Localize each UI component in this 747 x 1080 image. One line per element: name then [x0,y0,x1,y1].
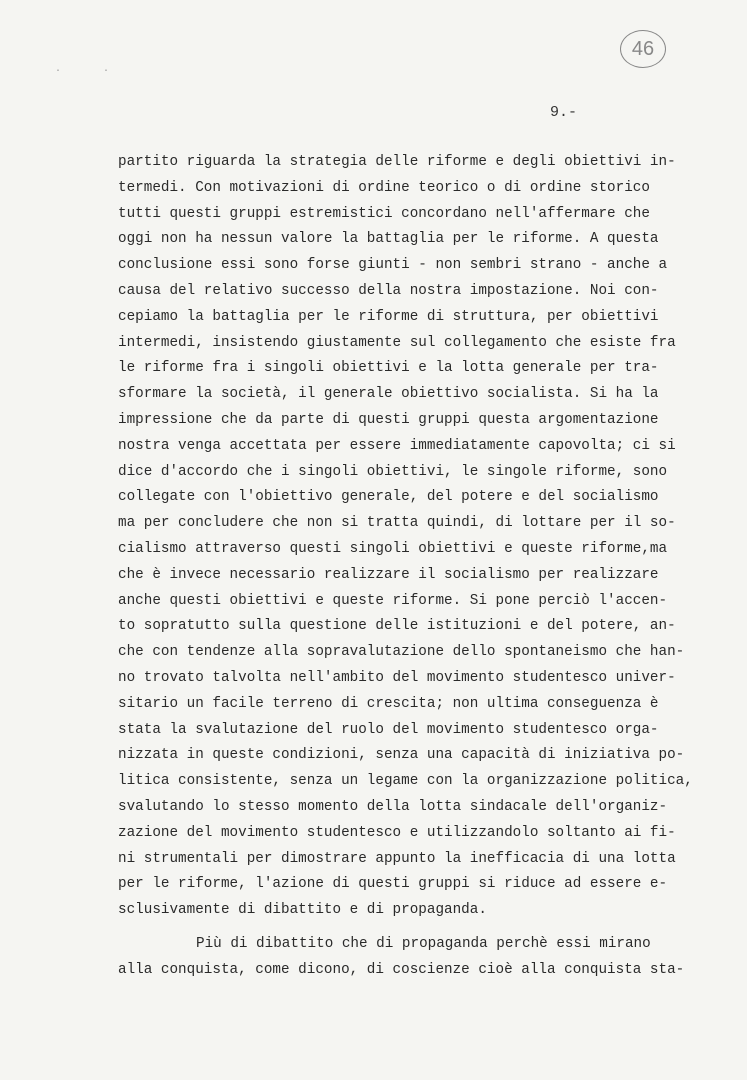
text-line: svalutando lo stesso momento della lotta sindacale dell'organiz- [118,798,668,815]
text-line: cialismo attraverso questi singoli obiettivi e queste riforme,ma [118,540,668,557]
text-line: zazione del movimento studentesco e utilizzandolo soltanto ai fi- [118,824,676,841]
text-line: oggi non ha nessun valore la battaglia per le riforme. A questa [118,231,659,248]
text-line: nizzata in queste condizioni, senza una capacità di iniziativa po- [118,747,685,764]
text-line: to sopratutto sulla questione delle istituzioni e del potere, an- [118,618,676,635]
text-line: no trovato talvolta nell'ambito del movimento studentesco univer- [118,669,676,686]
text-line: alla conquista, come dicono, di coscienze cioè alla conquista sta- [118,961,685,978]
text-line: litica consistente, senza un legame con la organizzazione politica, [118,773,693,790]
text-line: sformare la società, il generale obiettivo socialista. Si ha la [118,386,659,403]
text-line: collegate con l'obiettivo generale, del potere e del socialismo [118,489,659,506]
text-line: intermedi, insistendo giustamente sul collegamento che esiste fra [118,334,676,351]
text-line: anche questi obiettivi e queste riforme. Si pone perciò l'accen- [118,592,668,609]
paragraph-1 [118,150,708,924]
text-line: che è invece necessario realizzare il socialismo per realizzare [118,566,659,583]
text-line: ni strumentali per dimostrare appunto la inefficacia di una lotta [118,850,676,867]
text-line: che con tendenze alla sopravalutazione dello spontaneismo che han- [118,644,685,661]
text-line: per le riforme, l'azione di questi gruppi si riduce ad essere e- [118,876,668,893]
text-line: tutti questi gruppi estremistici concordano nell'affermare che [118,205,650,222]
text-line: le riforme fra i singoli obiettivi e la lotta generale per tra- [118,360,659,377]
stamp-number: 46 [631,37,655,60]
text-line: ma per concludere che non si tratta quindi, di lottare per il so- [118,515,676,532]
text-line: conclusione essi sono forse giunti - non sembri strano - anche a [118,257,668,274]
archive-stamp [620,30,666,68]
text-line: cepiamo la battaglia per le riforme di struttura, per obiettivi [118,308,659,325]
text-line: Più di dibattito che di propaganda perchè essi mirano [196,935,651,952]
text-line: impressione che da parte di questi gruppi questa argomentazione [118,411,659,428]
paragraph-gap [118,924,708,932]
text-line: nostra venga accettata per essere immediatamente capovolta; ci si [118,437,676,454]
text-line: sclusivamente di dibattito e di propaganda. [118,902,487,919]
text-line: causa del relativo successo della nostra impostazione. Noi con- [118,282,659,299]
body-text [118,150,708,984]
text-line: sitario un facile terreno di crescita; non ultima conseguenza è [118,695,659,712]
paragraph-2 [118,932,708,984]
text-line: partito riguarda la strategia delle riforme e degli obiettivi in- [118,154,676,170]
page-number: 9.- [550,104,578,121]
text-line: dice d'accordo che i singoli obiettivi, le singole riforme, sono [118,463,668,480]
text-line: termedi. Con motivazioni di ordine teorico o di ordine storico [118,179,650,196]
stray-marks: . . [55,64,128,75]
text-line: stata la svalutazione del ruolo del movimento studentesco orga- [118,721,659,738]
